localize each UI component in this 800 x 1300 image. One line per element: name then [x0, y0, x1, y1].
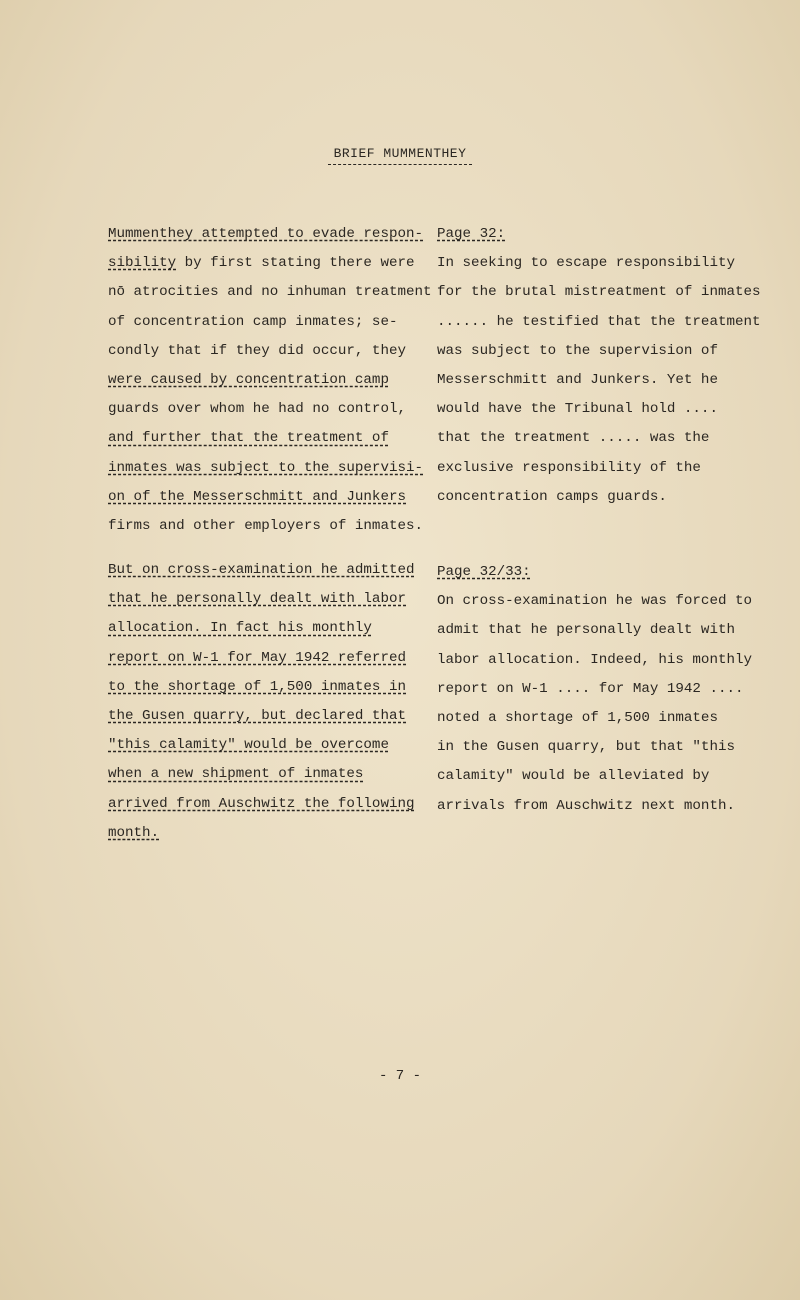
section1-left-line: guards over whom he had no control,: [108, 401, 406, 418]
section2-left-line: report on W-1 for May 1942 referred: [108, 649, 406, 666]
section1-left-column: [108, 220, 432, 541]
section1-page-reference: Page 32:: [437, 226, 506, 242]
section1-right-line: was subject to the supervision of: [437, 342, 718, 359]
section1-right-line: Messerschmitt and Junkers. Yet he: [437, 371, 718, 388]
section2-left-line: But on cross-examination he admitted: [108, 562, 415, 578]
section2-left-line: that he personally dealt with labor: [108, 591, 406, 608]
section1-right-line: concentration camps guards.: [437, 488, 667, 505]
section2-left-line: to the shortage of 1,500 inmates in: [108, 678, 406, 695]
section2-left-line: the Gusen quarry, but declared that: [108, 707, 406, 724]
section2-right-line: noted a shortage of 1,500 inmates: [437, 709, 718, 726]
title-text: BRIEF MUMMENTHEY: [328, 146, 473, 165]
section1-left-line: and further that the treatment of: [108, 430, 389, 447]
section2-left-line: "this calamity" would be overcome: [108, 737, 389, 754]
section2-right-column: [437, 558, 767, 821]
section2-right-line: calamity" would be alleviated by: [437, 768, 710, 785]
section1-right-line: In seeking to escape responsibility: [437, 255, 735, 272]
section1-left-line: sibility by first stating there were: [108, 255, 415, 272]
section2-right-line: report on W-1 .... for May 1942 ....: [437, 680, 744, 697]
section1-right-line: exclusive responsibility of the: [437, 459, 701, 476]
section2-right-line: arrivals from Auschwitz next month.: [437, 797, 735, 814]
document-title: [0, 146, 800, 161]
section1-right-line: ...... he testified that the treatment: [437, 313, 761, 330]
section2-page-reference: Page 32/33:: [437, 564, 531, 580]
section2-right-line: in the Gusen quarry, but that "this: [437, 739, 735, 756]
section1-left-line: Mummenthey attempted to evade respon-: [108, 226, 424, 242]
section2-left-line: month.: [108, 824, 160, 841]
section1-left-line: of concentration camp inmates; se-: [108, 313, 398, 330]
section1-right-line: that the treatment ..... was the: [437, 430, 710, 447]
section1-right-line: would have the Tribunal hold ....: [437, 401, 718, 418]
section2-left-line: arrived from Auschwitz the following: [108, 795, 415, 812]
section1-left-line: condly that if they did occur, they: [108, 342, 406, 359]
section2-right-line: On cross-examination he was forced to: [437, 593, 753, 610]
section2-left-line: when a new shipment of inmates: [108, 766, 364, 783]
section1-left-line: firms and other employers of inmates.: [108, 517, 424, 534]
section1-right-line: for the brutal mistreatment of inmates: [437, 284, 761, 301]
section2-right-line: admit that he personally dealt with: [437, 622, 735, 639]
page-number: - 7 -: [378, 1068, 421, 1084]
section2-right-line: labor allocation. Indeed, his monthly: [437, 651, 753, 668]
section1-left-line: were caused by concentration camp: [108, 371, 389, 388]
section1-left-line: nō atrocities and no inhuman treatment: [108, 284, 432, 301]
section1-right-column: [437, 220, 767, 512]
section1-left-line: inmates was subject to the supervisi-: [108, 459, 424, 476]
section2-left-column: [108, 556, 428, 848]
section1-left-line: on of the Messerschmitt and Junkers: [108, 488, 406, 505]
section2-left-line: allocation. In fact his monthly: [108, 620, 372, 637]
